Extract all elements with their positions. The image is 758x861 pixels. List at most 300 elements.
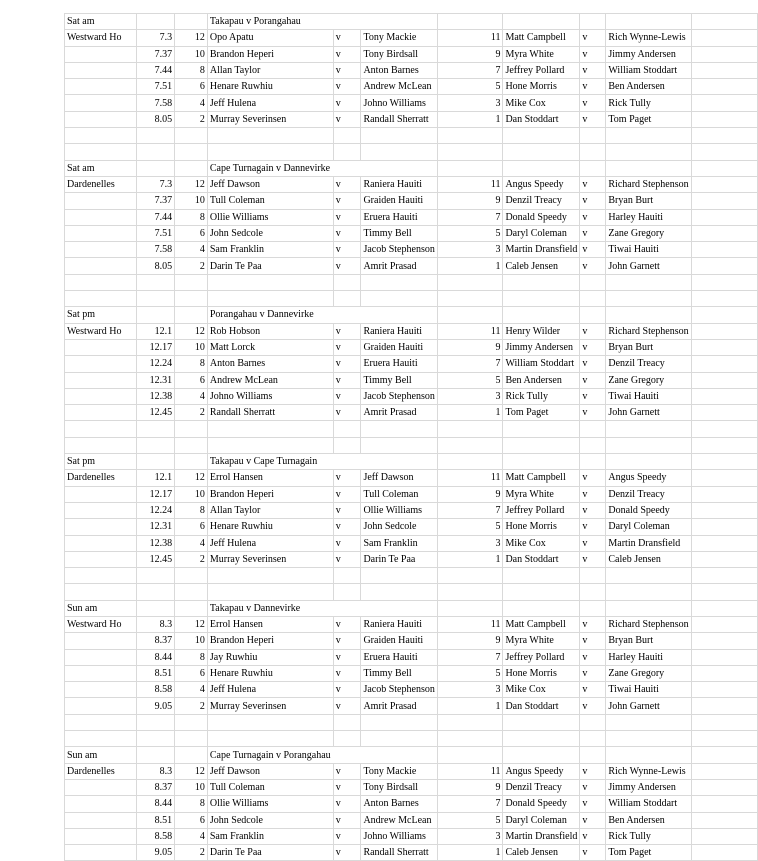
- empty-cell[interactable]: [691, 307, 757, 323]
- empty-cell[interactable]: [437, 584, 503, 600]
- empty-cell[interactable]: [361, 421, 437, 437]
- opponent-name[interactable]: Timmy Bell: [361, 225, 437, 241]
- match-title[interactable]: Takapau v Porangahau: [207, 14, 333, 30]
- empty-cell[interactable]: [691, 242, 757, 258]
- player-number[interactable]: 12: [175, 470, 208, 486]
- match-time[interactable]: 12.24: [137, 356, 175, 372]
- opponent-name[interactable]: Andrew McLean: [361, 79, 437, 95]
- match-time[interactable]: 8.51: [137, 665, 175, 681]
- player-number[interactable]: 10: [175, 339, 208, 355]
- player-number[interactable]: 3: [437, 682, 503, 698]
- player-name[interactable]: Dan Stoddart: [503, 698, 580, 714]
- empty-cell[interactable]: [437, 421, 503, 437]
- player-number[interactable]: 7: [437, 502, 503, 518]
- empty-cell[interactable]: [606, 291, 691, 307]
- empty-cell[interactable]: [65, 633, 137, 649]
- empty-cell[interactable]: [606, 274, 691, 290]
- opponent-name[interactable]: Raniera Hauiti: [361, 323, 437, 339]
- empty-cell[interactable]: [175, 437, 208, 453]
- player-number[interactable]: 7: [437, 649, 503, 665]
- match-title[interactable]: Takapau v Dannevirke: [207, 600, 333, 616]
- empty-cell[interactable]: [361, 731, 437, 747]
- player-name[interactable]: Matt Lorck: [207, 339, 333, 355]
- venue[interactable]: Westward Ho: [65, 323, 137, 339]
- opponent-name[interactable]: Raniera Hauiti: [361, 616, 437, 632]
- versus-label[interactable]: v: [333, 372, 361, 388]
- match-time[interactable]: 12.24: [137, 502, 175, 518]
- empty-cell[interactable]: [503, 144, 580, 160]
- player-number[interactable]: 1: [437, 258, 503, 274]
- empty-cell[interactable]: [333, 568, 361, 584]
- match-time[interactable]: 7.44: [137, 62, 175, 78]
- empty-cell[interactable]: [333, 600, 361, 616]
- session-day[interactable]: Sun am: [65, 600, 137, 616]
- empty-cell[interactable]: [361, 307, 437, 323]
- opponent-name[interactable]: Johno Williams: [361, 95, 437, 111]
- versus-label[interactable]: v: [580, 79, 606, 95]
- opponent-name[interactable]: John Garnett: [606, 698, 691, 714]
- player-name[interactable]: Allan Taylor: [207, 502, 333, 518]
- player-name[interactable]: Myra White: [503, 633, 580, 649]
- versus-label[interactable]: v: [580, 46, 606, 62]
- player-name[interactable]: Brandon Heperi: [207, 486, 333, 502]
- versus-label[interactable]: v: [580, 763, 606, 779]
- player-number[interactable]: 11: [437, 470, 503, 486]
- player-name[interactable]: John Sedcole: [207, 812, 333, 828]
- empty-cell[interactable]: [691, 731, 757, 747]
- player-name[interactable]: Daryl Coleman: [503, 225, 580, 241]
- empty-cell[interactable]: [137, 714, 175, 730]
- empty-cell[interactable]: [65, 519, 137, 535]
- empty-cell[interactable]: [606, 584, 691, 600]
- player-number[interactable]: 9: [437, 339, 503, 355]
- empty-cell[interactable]: [361, 144, 437, 160]
- empty-cell[interactable]: [361, 437, 437, 453]
- empty-cell[interactable]: [333, 584, 361, 600]
- versus-label[interactable]: v: [333, 323, 361, 339]
- empty-cell[interactable]: [691, 616, 757, 632]
- player-name[interactable]: Brandon Heperi: [207, 633, 333, 649]
- player-name[interactable]: Dan Stoddart: [503, 111, 580, 127]
- player-name[interactable]: Mike Cox: [503, 95, 580, 111]
- opponent-name[interactable]: Randall Sherratt: [361, 111, 437, 127]
- empty-cell[interactable]: [691, 62, 757, 78]
- player-name[interactable]: Myra White: [503, 46, 580, 62]
- empty-cell[interactable]: [65, 274, 137, 290]
- player-name[interactable]: Rick Tully: [503, 388, 580, 404]
- versus-label[interactable]: v: [580, 62, 606, 78]
- empty-cell[interactable]: [503, 568, 580, 584]
- match-time[interactable]: 8.58: [137, 828, 175, 844]
- versus-label[interactable]: v: [580, 665, 606, 681]
- empty-cell[interactable]: [65, 698, 137, 714]
- opponent-name[interactable]: Amrit Prasad: [361, 258, 437, 274]
- player-number[interactable]: 3: [437, 242, 503, 258]
- empty-cell[interactable]: [65, 209, 137, 225]
- empty-cell[interactable]: [333, 714, 361, 730]
- empty-cell[interactable]: [691, 535, 757, 551]
- match-time[interactable]: 8.37: [137, 633, 175, 649]
- empty-cell[interactable]: [333, 437, 361, 453]
- versus-label[interactable]: v: [333, 95, 361, 111]
- empty-cell[interactable]: [691, 714, 757, 730]
- match-time[interactable]: 8.3: [137, 763, 175, 779]
- empty-cell[interactable]: [691, 291, 757, 307]
- player-name[interactable]: Matt Campbell: [503, 616, 580, 632]
- empty-cell[interactable]: [361, 14, 437, 30]
- empty-cell[interactable]: [65, 568, 137, 584]
- empty-cell[interactable]: [333, 14, 361, 30]
- player-name[interactable]: Martin Dransfield: [503, 242, 580, 258]
- empty-cell[interactable]: [503, 274, 580, 290]
- player-number[interactable]: 6: [175, 79, 208, 95]
- versus-label[interactable]: v: [580, 388, 606, 404]
- empty-cell[interactable]: [503, 437, 580, 453]
- empty-cell[interactable]: [691, 405, 757, 421]
- player-number[interactable]: 9: [437, 193, 503, 209]
- match-time[interactable]: 7.58: [137, 242, 175, 258]
- match-time[interactable]: 12.31: [137, 519, 175, 535]
- empty-cell[interactable]: [361, 568, 437, 584]
- empty-cell[interactable]: [503, 128, 580, 144]
- player-number[interactable]: 8: [175, 356, 208, 372]
- player-number[interactable]: 1: [437, 405, 503, 421]
- player-number[interactable]: 4: [175, 682, 208, 698]
- empty-cell[interactable]: [175, 144, 208, 160]
- empty-cell[interactable]: [207, 437, 333, 453]
- empty-cell[interactable]: [691, 225, 757, 241]
- empty-cell[interactable]: [65, 812, 137, 828]
- match-time[interactable]: 7.37: [137, 193, 175, 209]
- versus-label[interactable]: v: [333, 405, 361, 421]
- player-name[interactable]: Andrew McLean: [207, 372, 333, 388]
- empty-cell[interactable]: [361, 454, 437, 470]
- empty-cell[interactable]: [207, 128, 333, 144]
- player-number[interactable]: 4: [175, 535, 208, 551]
- empty-cell[interactable]: [606, 14, 691, 30]
- match-time[interactable]: 12.38: [137, 535, 175, 551]
- player-name[interactable]: William Stoddart: [503, 356, 580, 372]
- player-number[interactable]: 6: [175, 665, 208, 681]
- versus-label[interactable]: v: [333, 535, 361, 551]
- empty-cell[interactable]: [333, 128, 361, 144]
- player-name[interactable]: Matt Campbell: [503, 470, 580, 486]
- match-time[interactable]: 8.05: [137, 111, 175, 127]
- empty-cell[interactable]: [691, 486, 757, 502]
- empty-cell[interactable]: [691, 209, 757, 225]
- empty-cell[interactable]: [503, 454, 580, 470]
- empty-cell[interactable]: [503, 747, 580, 763]
- player-name[interactable]: Jeff Hulena: [207, 535, 333, 551]
- player-number[interactable]: 7: [437, 209, 503, 225]
- opponent-name[interactable]: Sam Franklin: [361, 535, 437, 551]
- player-name[interactable]: Denzil Treacy: [503, 193, 580, 209]
- empty-cell[interactable]: [606, 600, 691, 616]
- player-name[interactable]: Mike Cox: [503, 682, 580, 698]
- empty-cell[interactable]: [333, 421, 361, 437]
- empty-cell[interactable]: [137, 437, 175, 453]
- player-name[interactable]: Errol Hansen: [207, 470, 333, 486]
- opponent-name[interactable]: Harley Hauiti: [606, 649, 691, 665]
- player-name[interactable]: Hone Morris: [503, 79, 580, 95]
- player-name[interactable]: Myra White: [503, 486, 580, 502]
- match-time[interactable]: 8.58: [137, 682, 175, 698]
- empty-cell[interactable]: [691, 128, 757, 144]
- player-number[interactable]: 4: [175, 828, 208, 844]
- empty-cell[interactable]: [65, 62, 137, 78]
- opponent-name[interactable]: Tiwai Hauiti: [606, 388, 691, 404]
- player-name[interactable]: Caleb Jensen: [503, 845, 580, 861]
- empty-cell[interactable]: [137, 421, 175, 437]
- empty-cell[interactable]: [65, 79, 137, 95]
- empty-cell[interactable]: [691, 470, 757, 486]
- empty-cell[interactable]: [503, 14, 580, 30]
- versus-label[interactable]: v: [333, 258, 361, 274]
- player-name[interactable]: John Sedcole: [207, 225, 333, 241]
- opponent-name[interactable]: Bryan Burt: [606, 339, 691, 355]
- versus-label[interactable]: v: [580, 519, 606, 535]
- match-time[interactable]: 7.37: [137, 46, 175, 62]
- match-time[interactable]: 9.05: [137, 698, 175, 714]
- versus-label[interactable]: v: [333, 176, 361, 192]
- player-number[interactable]: 7: [437, 356, 503, 372]
- empty-cell[interactable]: [361, 274, 437, 290]
- empty-cell[interactable]: [691, 747, 757, 763]
- opponent-name[interactable]: Zane Gregory: [606, 372, 691, 388]
- empty-cell[interactable]: [437, 128, 503, 144]
- player-name[interactable]: Errol Hansen: [207, 616, 333, 632]
- venue[interactable]: Westward Ho: [65, 616, 137, 632]
- empty-cell[interactable]: [65, 828, 137, 844]
- opponent-name[interactable]: Eruera Hauiti: [361, 649, 437, 665]
- versus-label[interactable]: v: [580, 812, 606, 828]
- empty-cell[interactable]: [691, 600, 757, 616]
- opponent-name[interactable]: Bryan Burt: [606, 193, 691, 209]
- opponent-name[interactable]: Jacob Stephenson: [361, 682, 437, 698]
- empty-cell[interactable]: [175, 14, 208, 30]
- player-number[interactable]: 6: [175, 519, 208, 535]
- empty-cell[interactable]: [691, 454, 757, 470]
- player-name[interactable]: Matt Campbell: [503, 30, 580, 46]
- player-number[interactable]: 8: [175, 796, 208, 812]
- versus-label[interactable]: v: [333, 502, 361, 518]
- empty-cell[interactable]: [691, 421, 757, 437]
- empty-cell[interactable]: [65, 535, 137, 551]
- match-time[interactable]: 9.05: [137, 845, 175, 861]
- empty-cell[interactable]: [175, 568, 208, 584]
- empty-cell[interactable]: [691, 95, 757, 111]
- player-number[interactable]: 6: [175, 372, 208, 388]
- opponent-name[interactable]: Richard Stephenson: [606, 323, 691, 339]
- player-number[interactable]: 7: [437, 62, 503, 78]
- player-name[interactable]: Rob Hobson: [207, 323, 333, 339]
- opponent-name[interactable]: Donald Speedy: [606, 502, 691, 518]
- empty-cell[interactable]: [175, 421, 208, 437]
- player-name[interactable]: Caleb Jensen: [503, 258, 580, 274]
- empty-cell[interactable]: [361, 747, 437, 763]
- versus-label[interactable]: v: [333, 616, 361, 632]
- player-number[interactable]: 3: [437, 828, 503, 844]
- versus-label[interactable]: v: [333, 796, 361, 812]
- player-number[interactable]: 9: [437, 779, 503, 795]
- opponent-name[interactable]: John Garnett: [606, 258, 691, 274]
- player-number[interactable]: 4: [175, 242, 208, 258]
- versus-label[interactable]: v: [580, 828, 606, 844]
- empty-cell[interactable]: [606, 568, 691, 584]
- player-name[interactable]: Henare Ruwhiu: [207, 79, 333, 95]
- player-name[interactable]: Allan Taylor: [207, 62, 333, 78]
- player-number[interactable]: 2: [175, 111, 208, 127]
- player-name[interactable]: Murray Severinsen: [207, 111, 333, 127]
- empty-cell[interactable]: [606, 747, 691, 763]
- versus-label[interactable]: v: [580, 356, 606, 372]
- player-name[interactable]: Brandon Heperi: [207, 46, 333, 62]
- opponent-name[interactable]: Tom Paget: [606, 111, 691, 127]
- versus-label[interactable]: v: [580, 242, 606, 258]
- player-name[interactable]: Darin Te Paa: [207, 845, 333, 861]
- empty-cell[interactable]: [503, 160, 580, 176]
- player-name[interactable]: Tull Coleman: [207, 193, 333, 209]
- player-name[interactable]: Tom Paget: [503, 405, 580, 421]
- empty-cell[interactable]: [606, 307, 691, 323]
- empty-cell[interactable]: [691, 176, 757, 192]
- empty-cell[interactable]: [333, 291, 361, 307]
- empty-cell[interactable]: [691, 193, 757, 209]
- opponent-name[interactable]: Jacob Stephenson: [361, 242, 437, 258]
- empty-cell[interactable]: [503, 421, 580, 437]
- empty-cell[interactable]: [207, 714, 333, 730]
- player-name[interactable]: Mike Cox: [503, 535, 580, 551]
- empty-cell[interactable]: [691, 828, 757, 844]
- player-number[interactable]: 4: [175, 388, 208, 404]
- versus-label[interactable]: v: [580, 845, 606, 861]
- match-time[interactable]: 7.58: [137, 95, 175, 111]
- versus-label[interactable]: v: [333, 665, 361, 681]
- player-number[interactable]: 11: [437, 763, 503, 779]
- empty-cell[interactable]: [65, 665, 137, 681]
- player-name[interactable]: Jeff Dawson: [207, 763, 333, 779]
- empty-cell[interactable]: [580, 747, 606, 763]
- empty-cell[interactable]: [691, 763, 757, 779]
- player-number[interactable]: 2: [175, 551, 208, 567]
- session-day[interactable]: Sat am: [65, 14, 137, 30]
- opponent-name[interactable]: Rick Tully: [606, 828, 691, 844]
- versus-label[interactable]: v: [333, 388, 361, 404]
- opponent-name[interactable]: Raniera Hauiti: [361, 176, 437, 192]
- player-number[interactable]: 4: [175, 95, 208, 111]
- player-name[interactable]: Angus Speedy: [503, 176, 580, 192]
- player-number[interactable]: 8: [175, 649, 208, 665]
- opponent-name[interactable]: Caleb Jensen: [606, 551, 691, 567]
- empty-cell[interactable]: [333, 731, 361, 747]
- opponent-name[interactable]: Rich Wynne-Lewis: [606, 30, 691, 46]
- venue[interactable]: Dardenelles: [65, 470, 137, 486]
- empty-cell[interactable]: [437, 291, 503, 307]
- opponent-name[interactable]: Graiden Hauiti: [361, 193, 437, 209]
- empty-cell[interactable]: [361, 714, 437, 730]
- empty-cell[interactable]: [137, 160, 175, 176]
- empty-cell[interactable]: [691, 519, 757, 535]
- opponent-name[interactable]: Jimmy Andersen: [606, 779, 691, 795]
- versus-label[interactable]: v: [580, 339, 606, 355]
- player-name[interactable]: Denzil Treacy: [503, 779, 580, 795]
- versus-label[interactable]: v: [333, 193, 361, 209]
- opponent-name[interactable]: Timmy Bell: [361, 665, 437, 681]
- opponent-name[interactable]: Tull Coleman: [361, 486, 437, 502]
- empty-cell[interactable]: [691, 30, 757, 46]
- empty-cell[interactable]: [207, 584, 333, 600]
- opponent-name[interactable]: Tiwai Hauiti: [606, 682, 691, 698]
- empty-cell[interactable]: [691, 796, 757, 812]
- opponent-name[interactable]: Timmy Bell: [361, 372, 437, 388]
- empty-cell[interactable]: [175, 307, 208, 323]
- versus-label[interactable]: v: [333, 30, 361, 46]
- versus-label[interactable]: v: [333, 682, 361, 698]
- empty-cell[interactable]: [175, 160, 208, 176]
- player-name[interactable]: Anton Barnes: [207, 356, 333, 372]
- versus-label[interactable]: v: [580, 796, 606, 812]
- empty-cell[interactable]: [503, 731, 580, 747]
- empty-cell[interactable]: [691, 388, 757, 404]
- player-number[interactable]: 12: [175, 176, 208, 192]
- empty-cell[interactable]: [691, 111, 757, 127]
- empty-cell[interactable]: [437, 307, 503, 323]
- empty-cell[interactable]: [691, 274, 757, 290]
- empty-cell[interactable]: [691, 633, 757, 649]
- opponent-name[interactable]: Harley Hauiti: [606, 209, 691, 225]
- versus-label[interactable]: v: [580, 209, 606, 225]
- opponent-name[interactable]: Ben Andersen: [606, 79, 691, 95]
- opponent-name[interactable]: William Stoddart: [606, 62, 691, 78]
- versus-label[interactable]: v: [580, 649, 606, 665]
- player-number[interactable]: 10: [175, 193, 208, 209]
- empty-cell[interactable]: [65, 714, 137, 730]
- player-name[interactable]: Murray Severinsen: [207, 698, 333, 714]
- versus-label[interactable]: v: [580, 372, 606, 388]
- session-day[interactable]: Sat pm: [65, 307, 137, 323]
- empty-cell[interactable]: [580, 714, 606, 730]
- empty-cell[interactable]: [207, 291, 333, 307]
- versus-label[interactable]: v: [580, 779, 606, 795]
- empty-cell[interactable]: [333, 747, 361, 763]
- match-time[interactable]: 8.37: [137, 779, 175, 795]
- empty-cell[interactable]: [137, 128, 175, 144]
- player-name[interactable]: Martin Dransfield: [503, 828, 580, 844]
- match-title[interactable]: Cape Turnagain v Dannevirke: [207, 160, 333, 176]
- empty-cell[interactable]: [606, 454, 691, 470]
- empty-cell[interactable]: [137, 454, 175, 470]
- match-time[interactable]: 8.44: [137, 796, 175, 812]
- match-time[interactable]: 8.51: [137, 812, 175, 828]
- versus-label[interactable]: v: [333, 845, 361, 861]
- opponent-name[interactable]: Jimmy Andersen: [606, 46, 691, 62]
- empty-cell[interactable]: [691, 323, 757, 339]
- versus-label[interactable]: v: [580, 258, 606, 274]
- player-number[interactable]: 6: [175, 225, 208, 241]
- empty-cell[interactable]: [361, 600, 437, 616]
- player-number[interactable]: 5: [437, 372, 503, 388]
- player-number[interactable]: 2: [175, 405, 208, 421]
- empty-cell[interactable]: [175, 584, 208, 600]
- empty-cell[interactable]: [137, 307, 175, 323]
- empty-cell[interactable]: [65, 405, 137, 421]
- player-number[interactable]: 9: [437, 46, 503, 62]
- opponent-name[interactable]: Denzil Treacy: [606, 486, 691, 502]
- player-number[interactable]: 12: [175, 763, 208, 779]
- empty-cell[interactable]: [65, 421, 137, 437]
- empty-cell[interactable]: [691, 845, 757, 861]
- empty-cell[interactable]: [580, 584, 606, 600]
